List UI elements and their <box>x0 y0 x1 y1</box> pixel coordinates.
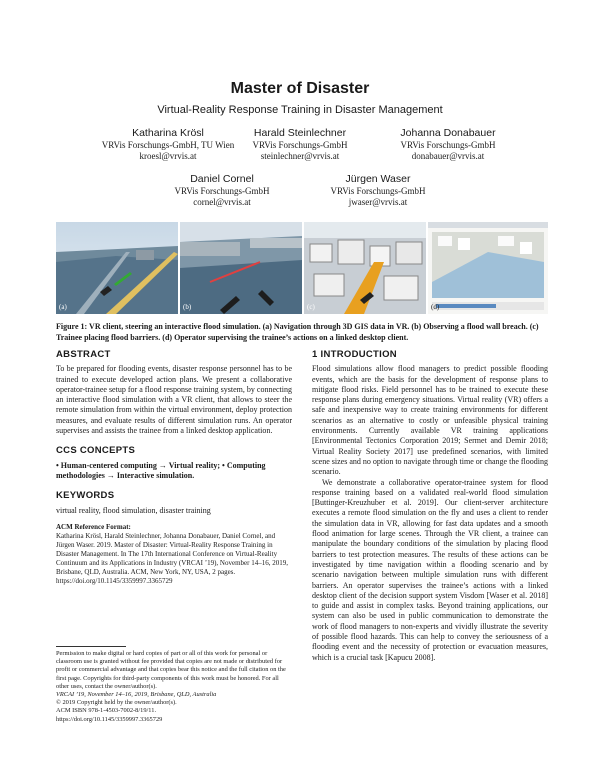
figure-panel-b <box>180 222 302 314</box>
permission-block <box>56 650 292 724</box>
ccs-heading: CCS CONCEPTS <box>56 445 136 457</box>
isbn-line: ACM ISBN 978-1-4503-7002-8/19/11. <box>56 707 157 715</box>
right-column <box>312 350 548 663</box>
author-email: donabauer@vrvis.at <box>411 151 485 161</box>
author-name: Katharina Krösl <box>132 127 204 139</box>
keywords-heading: KEYWORDS <box>56 490 115 502</box>
reference-text: Katharina Krösl, Harald Steinlechner, Johanna Donabauer, Daniel Cornel, and Jürgen Waser. 2019. Master of Disaster: Virtual-Reality Response Training in Disaster Management. In The 17th International Conference on Virtual-Reality Continuum and its Applications in Industry (VRCAI ’19), November 14–16, 2019, Brisbane, QLD, Australia. ACM, New York, NY, USA, 2 pages. https://doi.org/10.1145/3359997.3365729 <box>56 532 288 586</box>
paper-title: Master of Disaster <box>230 80 370 97</box>
venue-line: VRCAI ’19, November 14–16, 2019, Brisbane, QLD, Australia <box>56 691 217 699</box>
author-affiliation: VRVis Forschungs-GmbH <box>400 140 496 150</box>
author-affiliation: VRVis Forschungs-GmbH <box>174 186 270 196</box>
reference-heading: ACM Reference Format: <box>56 522 131 531</box>
author-email: jwaser@vrvis.at <box>348 197 408 207</box>
author-affiliation: VRVis Forschungs-GmbH <box>252 140 348 150</box>
permission-text: Permission to make digital or hard copies of part or all of this work for personal or classroom use is granted without fee provided that copies are not made or distributed for profit or commercial advantage and that copies bear this notice and the full citation on the first page. Copyrights for third-party components of this work must be honored. For all other uses, contact the owner/author(s). <box>56 650 286 690</box>
author-affiliation: VRVis Forschungs-GmbH <box>330 186 426 196</box>
ccs-text: • Human-centered computing → Virtual reality; • Computing methodologies → Interactive simulation. <box>56 460 266 480</box>
teaser-figure <box>56 222 548 314</box>
figure-panel-d <box>428 222 548 314</box>
copyright-line: © 2019 Copyright held by the owner/author(s). <box>56 699 177 707</box>
author-affiliation: VRVis Forschungs-GmbH, TU Wien <box>101 140 235 150</box>
author-name: Daniel Cornel <box>190 173 254 185</box>
author-name: Harald Steinlechner <box>253 127 347 139</box>
author-email: cornel@vrvis.at <box>193 197 251 207</box>
author-name: Johanna Donabauer <box>400 127 496 139</box>
author-email: kroesl@vrvis.at <box>139 151 197 161</box>
figure-label-a: (a) <box>59 303 67 311</box>
abstract-text: To be prepared for flooding events, disaster response personnel has to be trained to execute developed action plans. We present a collaborative operator-trainee setup for a flood response training system, by connecting an interactive flood simulation with a VR client, that allows to steer the remote simulation from within the virtual environment, deploy protection measures, and evaluate results of different simulation runs. An operator supervises and assists the trainee from a linked desktop application. <box>56 364 292 436</box>
figure-panel-c <box>304 222 426 314</box>
figure-panel-a <box>56 222 178 314</box>
figure-label-b: (b) <box>183 303 192 311</box>
keywords-text: virtual reality, flood simulation, disaster training <box>56 505 211 515</box>
author-5 <box>278 172 478 208</box>
author-name: Jürgen Waser <box>345 173 411 185</box>
figure-caption: Figure 1: VR client, steering an interactive flood simulation. (a) Navigation through 3D GIS data in VR. (b) Observing a flood wall breach. (c) Trainee placing flood barriers. (d) Operator supervising the trainee’s actions on a linked desktop client. <box>56 322 539 342</box>
author-email: steinlechner@vrvis.at <box>260 151 340 161</box>
abstract-heading: ABSTRACT <box>56 349 111 360</box>
left-column <box>56 350 292 586</box>
doi-line: https://doi.org/10.1145/3359997.3365729 <box>56 715 163 723</box>
author-3 <box>348 126 548 162</box>
footnote-rule <box>56 646 126 647</box>
intro-paragraph-1: Flood simulations allow flood managers to predict possible flooding events, which are the basis for the development of response plans to mitigate flood risks. Field personnel has to be trained to execute these response plans during emergency situations. Virtual reality (VR) offers a safe and inexpensive way to create training environments for different scenarios as an alternative to costly or unfeasible physical training environments. Currently available VR training applications [Environmental Tectonics Corporation 2019; Sermet and Demir 2018; Virtual Reality Society 2017] use predefined scenarios, with limited scene sizes and no option to navigate through time or change the flooding scenario. <box>312 364 548 477</box>
figure-label-c: (c) <box>307 303 315 311</box>
intro-heading: 1 INTRODUCTION <box>312 349 397 360</box>
figure-label-d: (d) <box>431 303 440 311</box>
paper-subtitle: Virtual-Reality Response Training in Disaster Management <box>157 104 443 116</box>
intro-paragraph-2: We demonstrate a collaborative operator-trainee system for flood response training based on a validated real-world flood simulation [Buttinger-Kreuzhuber et al. 2019]. Our client-server architecture executes a remote flood simulation on the fly and uses a client to render the simulation data in VR, allowing for fast data updates and a smooth flood animation for large scenes. Through the VR client, a trainee can manipulate the boundary conditions of the simulation by placing flood barriers to test protection measures. The results of these actions can be investigated by time navigation within a flooding scenario and by scenario navigation between multiple simulation runs with different barriers. An operator supervises the trainee’s actions with a linked desktop client of the decision support system Visdom [Waser et al. 2018] to guide and assist in complex tasks. Beyond training applications, our system can also be used in public communication to demonstrate the work of flood managers to non-experts and vividly illustrate the severity of possible flood hazards. This can help to convey the seriousness of a flooding event and the necessity of protection or evacuation measures, which is a crucial task [Kapucu 2008]. <box>312 477 548 662</box>
